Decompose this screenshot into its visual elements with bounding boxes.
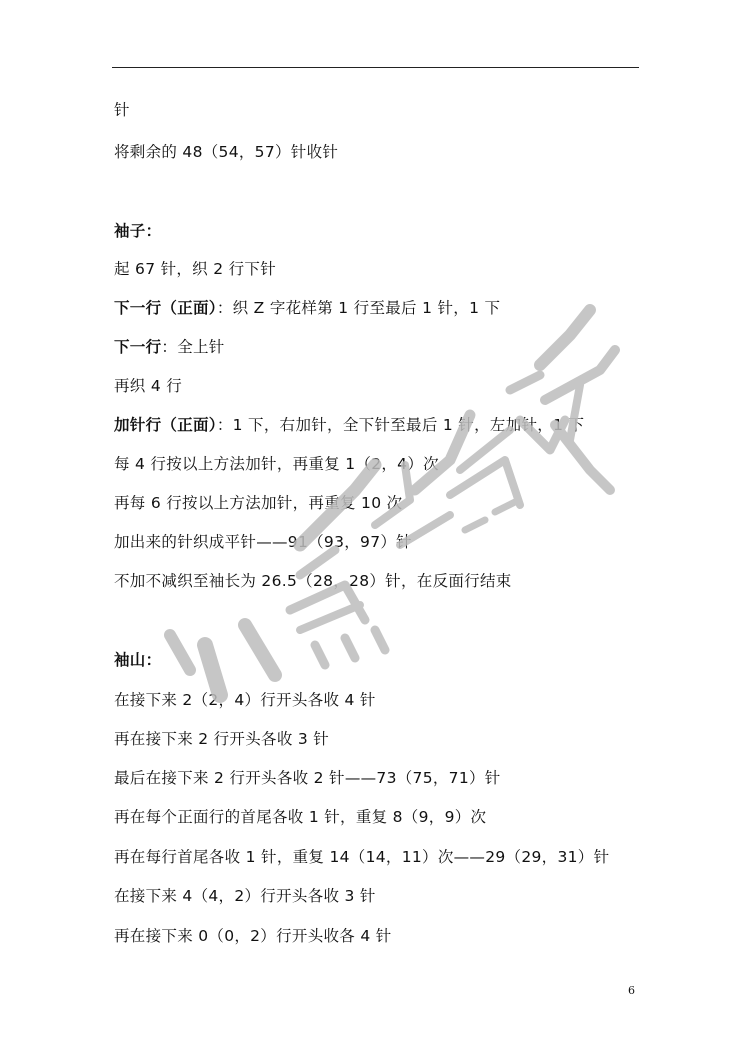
text-line xyxy=(114,414,584,436)
text-line xyxy=(114,297,500,319)
text-line: 将剩余的 48（54，57）针收针 xyxy=(114,143,339,161)
text-line: 针 xyxy=(114,101,130,119)
text-line: 再在接下来 0（0，2）行开头收各 4 针 xyxy=(114,927,392,945)
line-text: ：织 Z 字花样第 1 行至最后 1 针，1 下 xyxy=(216,299,501,317)
text-line: 在接下来 4（4，2）行开头各收 3 针 xyxy=(114,887,376,905)
text-line: 再在每个正面行的首尾各收 1 针，重复 8（9，9）次 xyxy=(114,808,487,826)
text-line: 在接下来 2（2，4）行开头各收 4 针 xyxy=(114,691,376,709)
text-line: 再在接下来 2 行开头各收 3 针 xyxy=(114,730,330,748)
page-number: 6 xyxy=(628,984,635,997)
text-line: 再在每行首尾各收 1 针，重复 14（14，11）次——29（29，31）针 xyxy=(114,848,610,866)
section-heading-sleeve: 袖子： xyxy=(114,222,162,240)
line-label: 下一行（正面） xyxy=(114,299,217,317)
text-line: 最后在接下来 2 行开头各收 2 针——73（75，71）针 xyxy=(114,769,501,787)
section-heading-sleeve-cap: 袖山： xyxy=(114,651,162,669)
text-line: 加出来的针织成平针——91（93，97）针 xyxy=(114,533,412,551)
text-line: 起 67 针，织 2 行下针 xyxy=(114,260,276,278)
line-text: ：1 下，右加针，全下针至最后 1 针，左加针，1 下 xyxy=(216,416,585,434)
text-line: 不加不减织至袖长为 26.5（28，28）针，在反面行结束 xyxy=(114,572,512,590)
line-label: 下一行 xyxy=(114,338,162,356)
text-line xyxy=(114,336,225,358)
text-line: 每 4 行按以上方法加针，再重复 1（2，4）次 xyxy=(114,455,439,473)
text-line: 再织 4 行 xyxy=(114,377,183,395)
line-text: ：全上针 xyxy=(161,338,225,356)
header-rule xyxy=(112,67,639,68)
text-line: 再每 6 行按以上方法加针，再重复 10 次 xyxy=(114,494,403,512)
line-label: 加针行（正面） xyxy=(114,416,217,434)
